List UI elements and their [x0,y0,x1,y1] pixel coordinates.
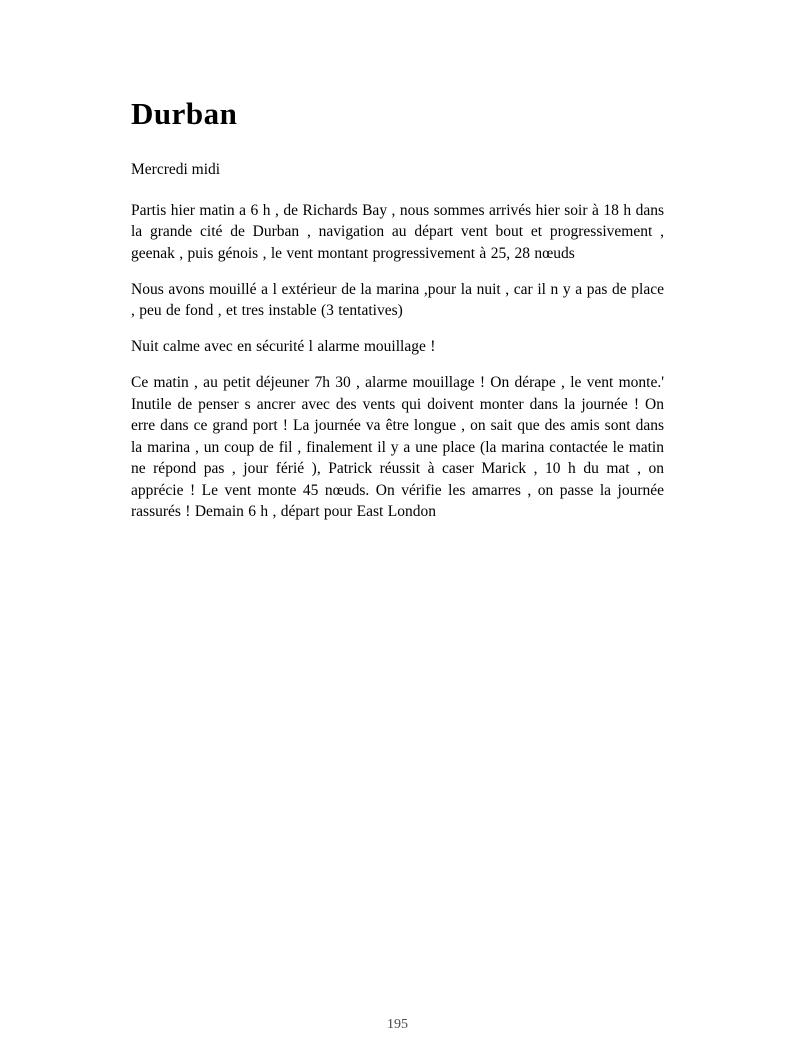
page-number: 195 [387,1017,408,1032]
paragraph-departure: Partis hier matin a 6 h , de Richards Bay , nous sommes arrivés hier soir à 18 h dans la grande cité de Durban , navigation au départ vent bout et progressivement , geenak , puis génois , le vent montant progressivement à 25, 28 nœuds [131,201,664,262]
page-title: Durban [131,96,238,131]
dateline: Mercredi midi [131,161,221,178]
paragraph-night: Nuit calme avec en sécurité l alarme mouillage ! [131,338,436,355]
paragraph-anchorage: Nous avons mouillé a l extérieur de la marina ,pour la nuit , car il n y a pas de place , peu de fond , et tres instable (3 tentatives) [131,280,664,319]
paragraph-morning: Ce matin , au petit déjeuner 7h 30 , alarme mouillage ! On dérape , le vent monte.' Inutile de penser s ancrer avec des vents qui doivent monter dans la journée ! On erre dans ce grand port ! La journée va être longue , on sait que des amis sont dans la marina , un coup de fil , finalement il y a une place (la marina contactée le matin ne répond pas , jour férié ), Patrick réussit à caser Marick , 10 h du mat , on apprécie ! Le vent monte 45 nœuds. On vérifie les amarres , on passe la journée rassurés ! Demain 6 h , départ pour East London [131,374,664,520]
text-column [131,0,664,523]
